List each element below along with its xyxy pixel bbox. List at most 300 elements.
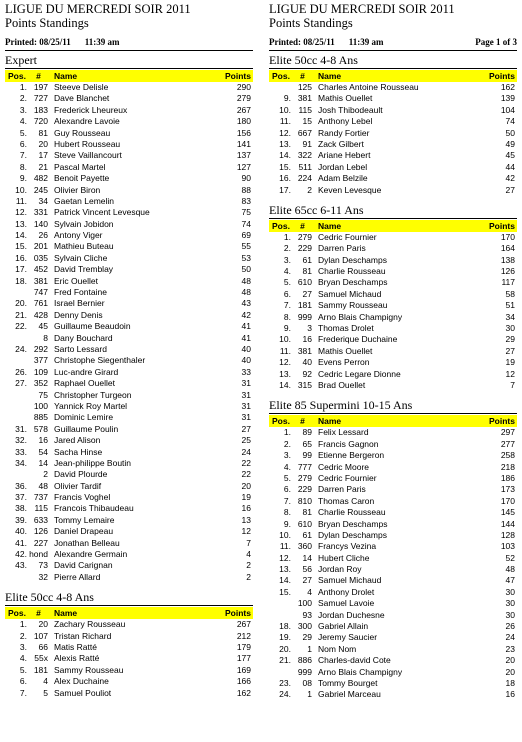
row-name: Luc-andre Girard (54, 366, 119, 377)
row-name: Raphael Ouellet (54, 378, 115, 389)
table-row (5, 390, 253, 401)
table-row (5, 526, 253, 537)
row-number: 17 (38, 150, 48, 161)
row-position: 4. (19, 116, 27, 127)
row-number: 885 (33, 412, 48, 423)
table-row (269, 541, 517, 552)
row-name: Jeremy Saucier (318, 632, 378, 643)
row-points: 20 (505, 666, 515, 677)
row-position: 4. (283, 461, 291, 472)
row-name: Cedric Fournier (318, 231, 377, 242)
row-name: Hubert Cliche (318, 552, 370, 563)
row-name: Cedric Fournier (318, 472, 377, 483)
row-points: 31 (241, 400, 251, 411)
table-row (269, 334, 517, 345)
row-name: Keven Levesque (318, 184, 382, 195)
row-points: 30 (505, 586, 515, 597)
row-points: 52 (505, 552, 515, 563)
row-number: 29 (302, 632, 312, 643)
row-name: Mathieu Buteau (54, 241, 114, 252)
row-name: Arno Blais Champigny (318, 666, 403, 677)
row-position (5, 287, 29, 298)
row-number: 27 (302, 288, 312, 299)
table-row (5, 128, 253, 139)
table-row (5, 344, 253, 355)
row-number: 56 (302, 564, 312, 575)
row-name: Sylvain Jobidon (54, 218, 114, 229)
row-points: 74 (241, 218, 251, 229)
row-position (5, 401, 29, 412)
row-number: 45 (38, 321, 48, 332)
row-position: 18. (15, 275, 27, 286)
header-number: # (300, 220, 305, 231)
row-name: Sylvain Cliche (54, 252, 108, 263)
row-position: 2. (283, 438, 291, 449)
row-number: 279 (297, 472, 312, 483)
row-position: 14. (279, 575, 291, 586)
row-number: 377 (33, 355, 48, 366)
table-row (269, 232, 517, 243)
row-points: 42 (241, 309, 251, 320)
header-number: # (300, 71, 305, 81)
section-divider (5, 605, 253, 606)
printed-time: 11:39 am (84, 37, 120, 47)
header-points: Points (225, 71, 251, 81)
row-name: Alex Duchaine (54, 676, 109, 687)
section-divider (269, 218, 517, 219)
row-points: 53 (241, 252, 251, 263)
table-row (5, 642, 253, 653)
table-row (5, 676, 253, 687)
table-row (5, 653, 253, 664)
table-row (269, 644, 517, 655)
row-number: 482 (33, 173, 48, 184)
table-row (269, 128, 517, 139)
standings-section (269, 196, 517, 391)
row-name: Alexis Ratté (54, 653, 100, 664)
table-row (5, 572, 253, 583)
row-position: 3. (283, 254, 291, 265)
header-pos: Pos. (272, 71, 290, 81)
row-position: 37. (15, 492, 27, 503)
row-number: 227 (33, 537, 48, 548)
row-position (5, 469, 29, 480)
row-position: 11. (15, 195, 27, 206)
row-points: 90 (241, 173, 251, 184)
table-row (5, 538, 253, 549)
row-points: 290 (236, 82, 251, 92)
row-points: 41 (241, 332, 251, 343)
page-number: Page 1 of 3 (475, 37, 517, 47)
row-position: 20. (15, 298, 27, 309)
row-number: 810 (297, 495, 312, 506)
row-points: 7 (246, 537, 251, 548)
row-position (5, 333, 29, 344)
row-position: 13. (279, 368, 291, 379)
table-row (5, 503, 253, 514)
row-position: 16. (279, 173, 291, 184)
table-row (269, 277, 517, 288)
row-position: 32. (15, 435, 27, 446)
section-divider (269, 68, 517, 69)
section-spacer (269, 391, 517, 396)
row-points: 24 (241, 446, 251, 457)
row-number: 300 (297, 621, 312, 632)
row-position: 39. (15, 514, 27, 525)
row-position: 19. (279, 632, 291, 643)
row-name: Anthony Drolet (318, 586, 375, 597)
row-points: 27 (505, 345, 515, 356)
row-number: 381 (297, 345, 312, 356)
row-name: Alexandre Germain (54, 549, 128, 560)
row-number: 81 (38, 127, 48, 138)
row-position: 5. (19, 127, 27, 138)
row-number: 126 (33, 526, 48, 537)
table-row (269, 439, 517, 450)
header-points: Points (489, 416, 515, 427)
row-points: 22 (241, 457, 251, 468)
row-points: 156 (236, 127, 251, 138)
row-number: 89 (302, 427, 312, 438)
row-name: Francis Gagnon (318, 438, 379, 449)
row-number: 93 (302, 609, 312, 620)
row-number: 360 (297, 541, 312, 552)
row-number: 452 (33, 264, 48, 275)
row-points: 117 (501, 277, 515, 288)
row-points: 51 (505, 300, 515, 311)
table-row (5, 481, 253, 492)
row-name: Felix Lessard (318, 427, 369, 438)
row-points: 50 (505, 127, 515, 138)
table-row (269, 243, 517, 254)
row-position: 4. (19, 653, 27, 664)
row-number: 61 (302, 254, 312, 265)
row-position: 10. (279, 529, 291, 540)
row-name: Randy Fortier (318, 127, 370, 138)
row-number: 26 (38, 230, 48, 241)
row-name: Thomas Drolet (318, 323, 374, 334)
row-position: 12. (15, 207, 27, 218)
row-points: 162 (500, 82, 515, 92)
table-row (5, 173, 253, 184)
row-number: 229 (297, 243, 312, 254)
row-number: 197 (33, 82, 48, 92)
row-points: 162 (236, 687, 251, 698)
table-row (5, 401, 253, 412)
row-number: 667 (297, 127, 312, 138)
row-number: 40 (302, 357, 312, 368)
row-number: 183 (33, 104, 48, 115)
row-name: Francois Thibaudeau (54, 503, 134, 514)
row-position: 6. (283, 484, 291, 495)
row-position: 18. (279, 621, 291, 632)
row-points: 126 (500, 266, 515, 277)
row-points: 31 (241, 412, 251, 423)
row-position: 5. (283, 472, 291, 483)
header-name: Name (318, 416, 342, 427)
row-points: 127 (236, 161, 251, 172)
row-points: 30 (505, 609, 515, 620)
row-position: 41. (15, 537, 27, 548)
section-spacer (5, 583, 253, 588)
row-points: 12 (505, 368, 515, 379)
row-number: 27 (302, 575, 312, 586)
row-name: Jean-philippe Boutin (54, 457, 132, 468)
row-position: 3. (283, 450, 291, 461)
row-position (269, 82, 293, 93)
table-header (269, 415, 517, 427)
row-number: 109 (33, 366, 48, 377)
row-points: 145 (500, 507, 515, 518)
row-points: 277 (500, 438, 515, 449)
table-row (5, 241, 253, 252)
row-name: Antony Viger (54, 230, 103, 241)
row-position: 34. (15, 457, 27, 468)
right-sections (269, 53, 517, 701)
row-position: 11. (279, 116, 291, 127)
table-row (269, 473, 517, 484)
row-position: 15. (279, 161, 291, 172)
row-number: 511 (298, 161, 312, 172)
row-name: Samuel Michaud (318, 575, 382, 586)
row-points: 48 (505, 564, 515, 575)
row-position: 31. (15, 423, 27, 434)
table-row (5, 276, 253, 287)
row-points: 40 (241, 343, 251, 354)
row-position: 7. (19, 150, 27, 161)
row-number: 61 (302, 529, 312, 540)
table-header (269, 70, 517, 82)
row-name: Steve Vaillancourt (54, 150, 122, 161)
row-name: David Tremblay (54, 264, 114, 275)
row-position: 6. (283, 288, 291, 299)
header-name: Name (54, 608, 78, 619)
table-row (269, 323, 517, 334)
row-points: 75 (241, 207, 251, 218)
row-points: 169 (236, 664, 251, 675)
row-points: 164 (500, 243, 515, 254)
row-name: Frederick Lheureux (54, 104, 128, 115)
row-position: 9. (283, 93, 291, 104)
row-points: 49 (505, 138, 515, 149)
section-divider (269, 413, 517, 414)
row-position: 21. (279, 655, 291, 666)
row-points: 180 (236, 116, 251, 127)
standings-section (5, 583, 253, 699)
table-row (5, 333, 253, 344)
row-position: 17. (15, 264, 27, 275)
left-column (5, 0, 253, 699)
row-name: Jonathan Belleau (54, 537, 120, 548)
row-points: 19 (505, 357, 515, 368)
row-name: Zack Gilbert (318, 138, 364, 149)
header-name: Name (318, 71, 342, 81)
row-position: 21. (15, 309, 27, 320)
row-name: Steeve Delisle (54, 82, 109, 92)
row-position: 20. (279, 643, 291, 654)
header-name: Name (318, 220, 342, 231)
table-row (269, 185, 517, 196)
printed-date: Printed: 08/25/11 (5, 37, 71, 47)
table-row (5, 435, 253, 446)
row-points: 42 (505, 173, 515, 184)
row-name: Josh Thibodeault (318, 104, 383, 115)
row-number: 92 (302, 368, 312, 379)
row-number: 100 (297, 598, 312, 609)
row-name: Hubert Rousseau (54, 138, 121, 149)
row-points: 267 (236, 619, 251, 630)
table-row (269, 289, 517, 300)
row-name: Mathis Ouellet (318, 345, 373, 356)
row-position: 6. (19, 676, 27, 687)
table-row (269, 369, 517, 380)
row-position: 8. (283, 507, 291, 518)
row-points: 4 (246, 549, 251, 560)
row-name: Thomas Caron (318, 495, 375, 506)
row-points: 141 (236, 138, 251, 149)
row-name: Samuel Pouliot (54, 687, 112, 698)
row-position: 14. (279, 150, 291, 161)
row-number: 381 (297, 93, 312, 104)
row-number: 322 (297, 150, 312, 161)
table-row (269, 496, 517, 507)
row-number: 125 (297, 82, 312, 92)
table-row (5, 264, 253, 275)
row-points: 104 (500, 104, 515, 115)
table-row (5, 515, 253, 526)
row-position (269, 598, 293, 609)
table-row (269, 300, 517, 311)
row-position: 15. (15, 241, 27, 252)
row-position: 1. (19, 82, 27, 92)
row-points: 2 (246, 571, 251, 582)
row-number: 2 (43, 469, 48, 480)
row-number: 20 (38, 138, 48, 149)
row-number: 08 (302, 677, 312, 688)
row-number: 65 (302, 438, 312, 449)
row-position: 16. (15, 252, 27, 263)
table-row (269, 507, 517, 518)
row-number: 279 (297, 231, 312, 242)
table-row (269, 575, 517, 586)
header-divider (269, 50, 517, 51)
printed-info (5, 36, 253, 48)
row-number: 035 (33, 252, 48, 263)
row-number: 100 (33, 400, 48, 411)
row-number: 91 (302, 138, 312, 149)
table-row (5, 162, 253, 173)
table-row (5, 447, 253, 458)
table-row (269, 484, 517, 495)
row-position (5, 390, 29, 401)
row-number: 115 (34, 503, 48, 514)
header-points: Points (489, 220, 515, 231)
row-name: Alexandre Lavoie (54, 116, 120, 127)
row-number: 381 (33, 275, 48, 286)
row-position: 5. (19, 664, 27, 675)
table-row (5, 82, 253, 93)
section-title: Elite 65cc 6-11 Ans (269, 202, 364, 217)
row-position: 9. (283, 518, 291, 529)
row-position: 12. (279, 552, 291, 563)
row-name: Adam Belzile (318, 173, 368, 184)
row-points: 30 (505, 598, 515, 609)
table-row (5, 492, 253, 503)
table-row (269, 553, 517, 564)
row-number: 81 (302, 266, 312, 277)
row-number: 15 (302, 116, 312, 127)
row-points: 170 (500, 495, 515, 506)
row-points: 267 (236, 104, 251, 115)
row-position: 33. (15, 446, 27, 457)
row-points: 218 (500, 461, 515, 472)
standings-section (269, 391, 517, 700)
row-number: 578 (33, 423, 48, 434)
row-position: 12. (279, 357, 291, 368)
row-name: Anthony Lebel (318, 116, 373, 127)
row-name: Jared Alison (54, 435, 101, 446)
row-points: 43 (241, 298, 251, 309)
row-number: 3 (307, 323, 312, 334)
row-name: Tommy Lemaire (54, 514, 115, 525)
row-name: Dany Bouchard (54, 332, 113, 343)
row-name: Dylan Deschamps (318, 254, 387, 265)
table-row (269, 357, 517, 368)
row-number: 16 (38, 435, 48, 446)
row-name: Gabriel Marceau (318, 689, 381, 700)
table-row (5, 355, 253, 366)
row-number: 224 (297, 173, 312, 184)
row-number: 1 (307, 643, 312, 654)
row-number: 737 (33, 492, 48, 503)
row-number: 610 (297, 277, 312, 288)
section-title: Expert (5, 53, 37, 67)
row-number: 315 (297, 379, 312, 390)
table-row (269, 255, 517, 266)
header-divider (5, 50, 253, 51)
table-row (5, 631, 253, 642)
row-points: 25 (241, 435, 251, 446)
row-number: 999 (297, 311, 312, 322)
row-position: 7. (283, 495, 291, 506)
row-name: Charles Antoine Rousseau (318, 82, 419, 92)
row-name: Darren Paris (318, 243, 366, 254)
row-position: 8. (283, 311, 291, 322)
row-position: 22. (15, 321, 27, 332)
row-number: 107 (33, 630, 48, 641)
row-name: Darren Paris (318, 484, 366, 495)
row-name: Patrick Vincent Levesque (54, 207, 150, 218)
table-row (5, 196, 253, 207)
row-position (5, 355, 29, 366)
header-points: Points (225, 608, 251, 619)
row-position: 14. (279, 379, 291, 390)
row-number: 4 (307, 586, 312, 597)
table-row (269, 598, 517, 609)
row-name: David Plourde (54, 469, 108, 480)
table-row (269, 530, 517, 541)
section-divider (5, 68, 253, 69)
row-number: 727 (33, 93, 48, 104)
row-number: 55x (34, 653, 48, 664)
table-row (5, 287, 253, 298)
section-title: Elite 85 Supermini 10-15 Ans (269, 398, 413, 413)
row-name: Christophe Siegenthaler (54, 355, 146, 366)
row-number: 54 (38, 446, 48, 457)
table-row (269, 610, 517, 621)
row-number: 229 (297, 484, 312, 495)
row-number: 331 (33, 207, 48, 218)
